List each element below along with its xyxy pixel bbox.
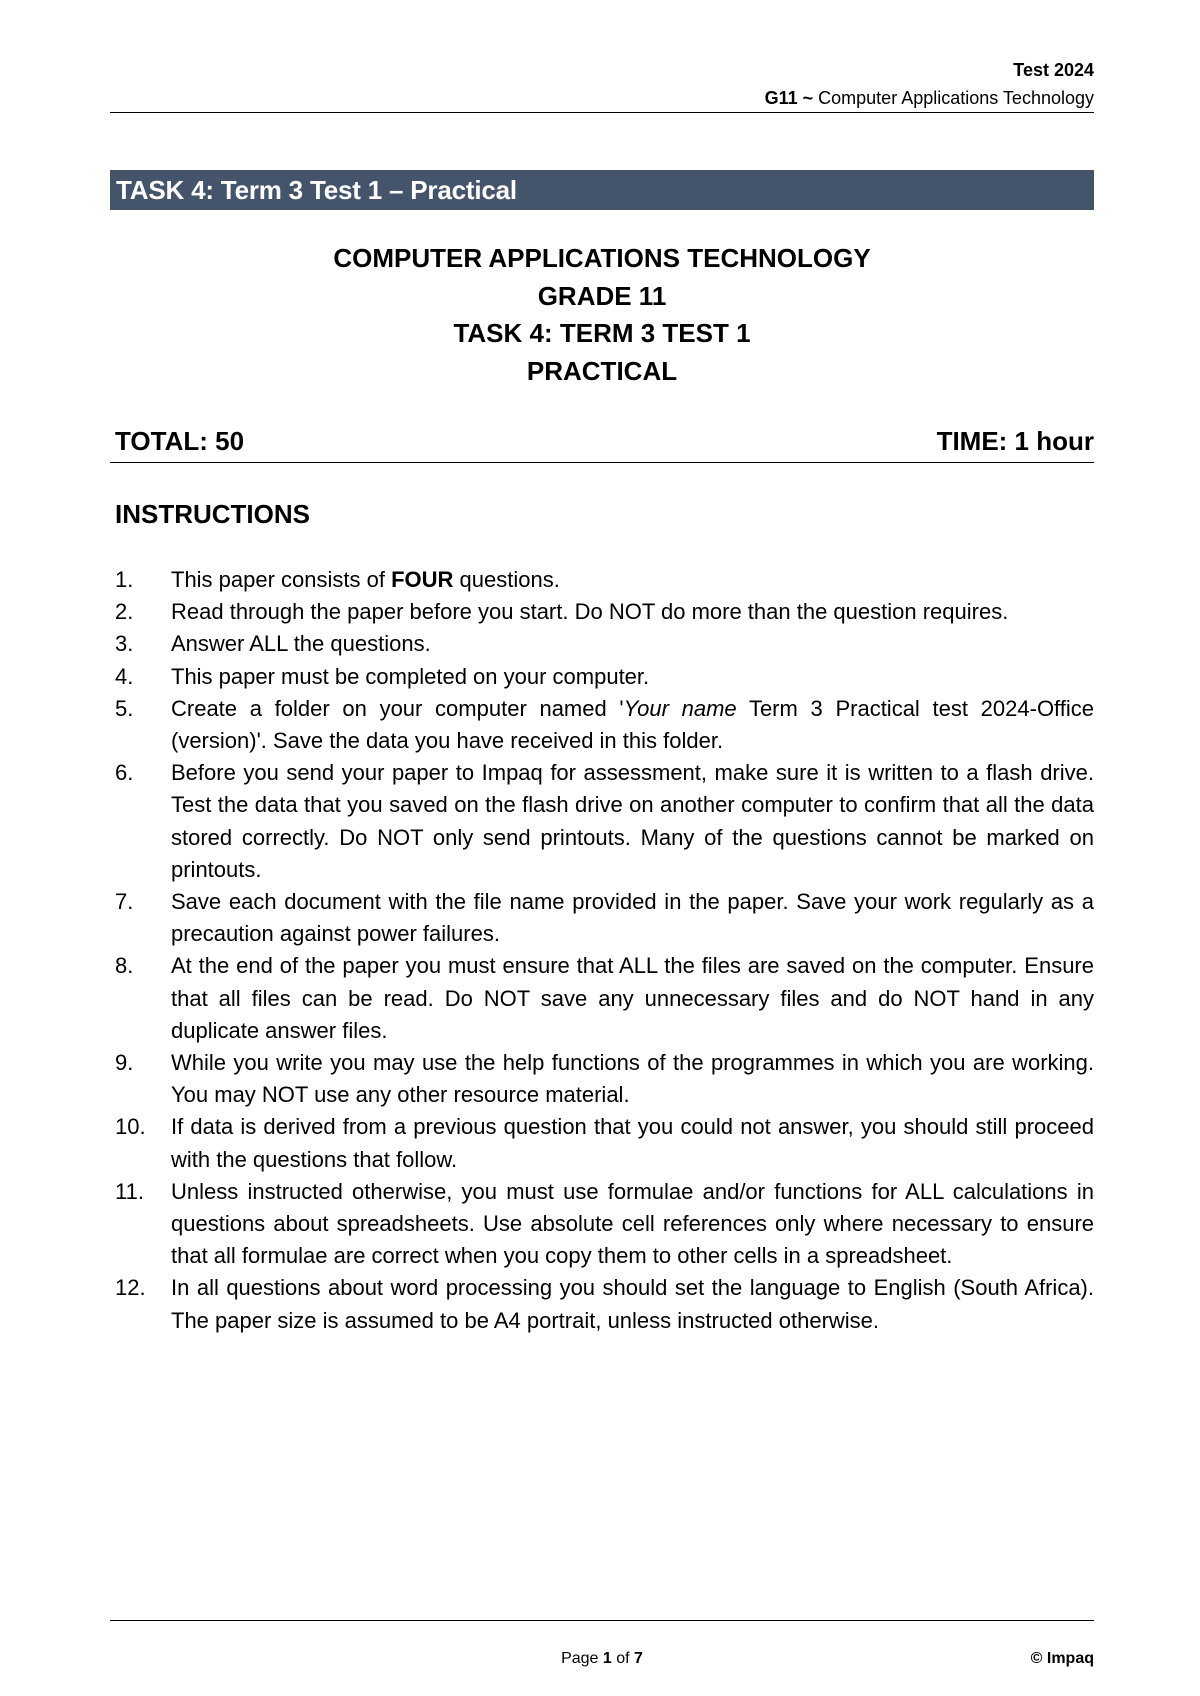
current-page: 1	[602, 1650, 612, 1667]
instruction-number: 8.	[115, 953, 134, 979]
instruction-text: Create a folder on your computer named '	[171, 695, 624, 721]
instruction-item	[115, 1047, 1094, 1111]
page-header	[765, 56, 1094, 112]
time-allowed: TIME: 1 hour	[936, 426, 1094, 456]
instructions-list	[115, 564, 1094, 1337]
page-word: Page	[561, 1650, 603, 1667]
instruction-bold-text: FOUR	[391, 567, 454, 592]
instruction-text: Answer ALL the questions.	[171, 631, 431, 657]
total-pages: 7	[634, 1650, 643, 1667]
instruction-number: 7.	[115, 889, 134, 915]
title-grade: GRADE 11	[537, 280, 667, 311]
instruction-item	[115, 596, 1094, 628]
title-type: PRACTICAL	[526, 355, 678, 386]
instructions-heading: INSTRUCTIONS	[115, 499, 310, 529]
instruction-text: Before you send your paper to Impaq for assessment, make sure it is written to a flash drive. Test the data that you saved on the flash drive on another computer to confirm that all the data stored correctly. Do NOT only send printouts. Many of the questions cannot be marked on printouts.	[171, 760, 1094, 882]
instruction-text: This paper consists of	[171, 567, 392, 592]
instruction-text: Unless instructed otherwise, you must use formulae and/or functions for ALL calculations in questions about spreadsheets. Use absolute cell references only where necessary to ensure that all formulae are correct when you copy them to other cells in a spreadsheet.	[171, 1178, 1094, 1269]
header-test-year: Test 2024	[1013, 60, 1094, 80]
instruction-number: 11.	[115, 1178, 144, 1204]
task-banner: TASK 4: Term 3 Test 1 – Practical	[110, 170, 1094, 210]
instruction-number: 10.	[115, 1114, 146, 1140]
header-divider	[110, 112, 1094, 113]
of-word: of	[611, 1650, 635, 1667]
instruction-number: 5.	[115, 695, 134, 721]
instruction-item	[115, 886, 1094, 950]
document-page	[110, 0, 1094, 1696]
instruction-item	[115, 1111, 1094, 1175]
instruction-number: 12.	[115, 1275, 146, 1301]
header-subject-line	[765, 84, 1094, 112]
instruction-item	[115, 950, 1094, 1047]
instruction-item	[115, 693, 1094, 757]
instruction-number: 3.	[115, 631, 134, 657]
instruction-text: In all questions about word processing you should set the language to English (South Africa). The paper size is assumed to be A4 portrait, unless instructed otherwise.	[171, 1275, 1094, 1333]
title-task: TASK 4: TERM 3 TEST 1	[453, 318, 751, 348]
instruction-text: This paper must be completed on your computer.	[171, 663, 650, 689]
instruction-item	[115, 1176, 1094, 1273]
instruction-item	[115, 564, 1094, 596]
header-subject: Computer Applications Technology	[818, 88, 1094, 108]
instruction-text: If data is derived from a previous question that you could not answer, you should still proceed with the questions that follow.	[171, 1114, 1094, 1172]
instruction-item	[115, 757, 1094, 886]
instruction-text: Term 3 Practical test 2024-Office (version)'. Save the data you have received in this folder.	[171, 695, 1095, 754]
header-grade: G11	[764, 88, 798, 108]
instruction-number: 1.	[115, 567, 134, 592]
total-marks: TOTAL: 50	[115, 426, 245, 456]
instruction-item	[115, 661, 1094, 693]
instruction-text: While you write you may use the help functions of the programmes in which you are working. You may NOT use any other resource material.	[171, 1050, 1094, 1108]
footer-divider	[110, 1620, 1094, 1621]
instruction-text: questions.	[453, 567, 560, 592]
title-block	[110, 240, 1094, 390]
instruction-number: 4.	[115, 663, 134, 689]
copyright: © Impaq	[1030, 1650, 1094, 1667]
instruction-number: 9.	[115, 1050, 134, 1076]
header-separator: ~	[797, 88, 819, 108]
total-divider	[110, 462, 1094, 463]
instruction-italic-text: Your name	[623, 695, 737, 721]
instruction-text: Save each document with the file name provided in the paper. Save your work regularly as a precaution against power failures.	[171, 889, 1094, 947]
instruction-text: Read through the paper before you start. Do NOT do more than the question requires.	[171, 599, 1009, 625]
instruction-item	[115, 628, 1094, 660]
title-subject: COMPUTER APPLICATIONS TECHNOLOGY	[333, 243, 871, 273]
instruction-item	[115, 1272, 1094, 1336]
page-number	[110, 1648, 1094, 1670]
instruction-text: At the end of the paper you must ensure that ALL the files are saved on the computer. Ensure that all files can be read. Do NOT save any unnecessary files and do NOT hand in any duplicate answer files.	[171, 953, 1094, 1043]
instruction-number: 2.	[115, 599, 134, 625]
instruction-number: 6.	[115, 760, 134, 786]
